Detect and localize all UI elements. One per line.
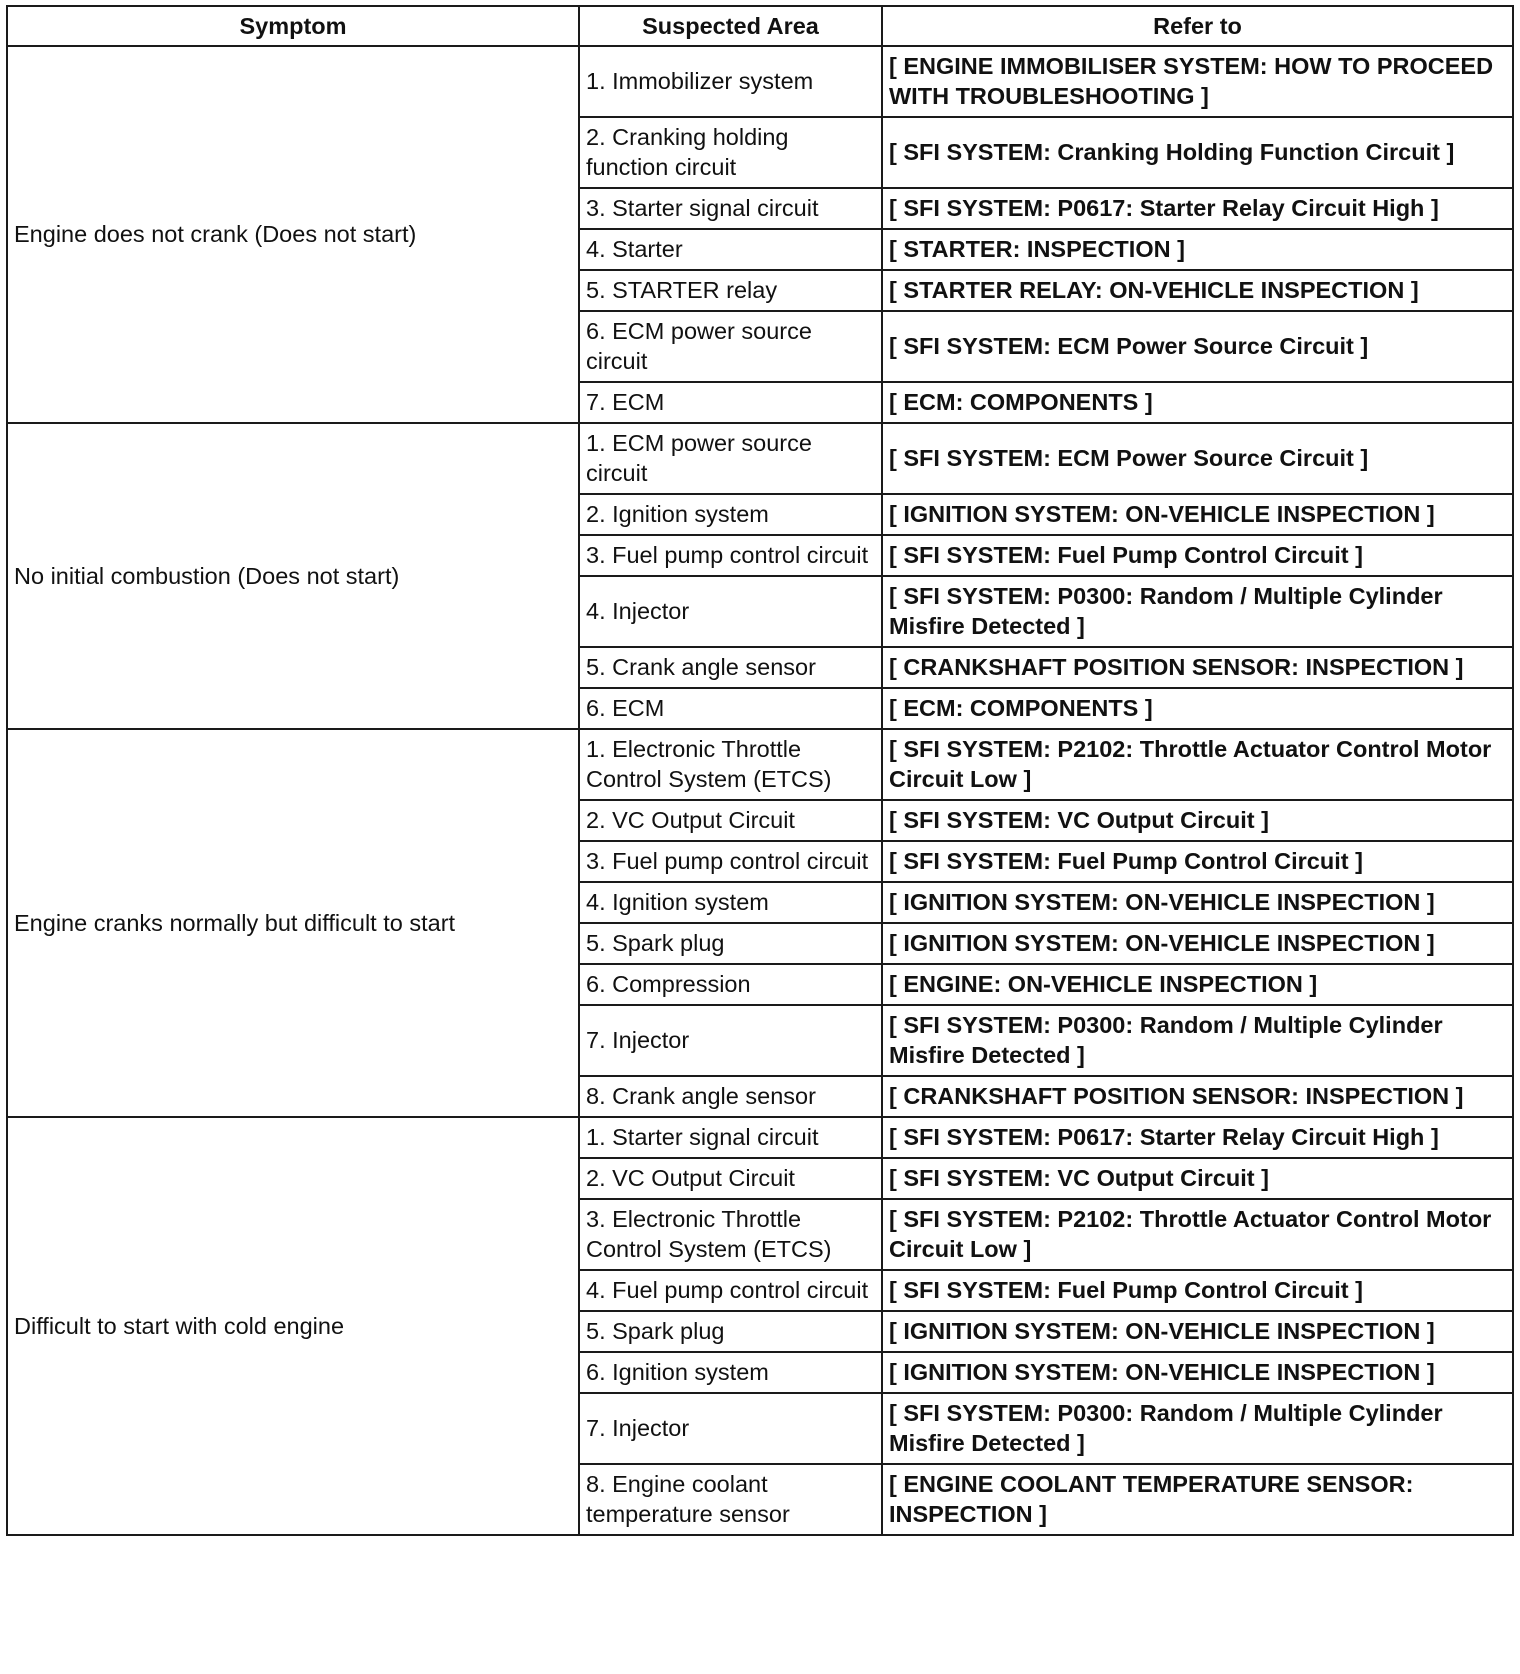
refer-to-link[interactable]: [ IGNITION SYSTEM: ON-VEHICLE INSPECTION ] [882,494,1513,535]
suspected-area-cell: 8. Crank angle sensor [579,1076,882,1117]
symptom-cell: Engine cranks normally but difficult to start [7,729,579,1117]
refer-to-link[interactable]: [ CRANKSHAFT POSITION SENSOR: INSPECTION ] [882,1076,1513,1117]
refer-to-link[interactable]: [ STARTER RELAY: ON-VEHICLE INSPECTION ] [882,270,1513,311]
suspected-area-cell: 4. Ignition system [579,882,882,923]
refer-to-link[interactable]: [ SFI SYSTEM: ECM Power Source Circuit ] [882,423,1513,494]
suspected-area-cell: 2. VC Output Circuit [579,800,882,841]
suspected-area-cell: 1. ECM power source circuit [579,423,882,494]
suspected-area-cell: 3. Starter signal circuit [579,188,882,229]
symptom-cell: Engine does not crank (Does not start) [7,46,579,423]
symptom-cell: Difficult to start with cold engine [7,1117,579,1535]
symptom-cell: No initial combustion (Does not start) [7,423,579,729]
table-row [7,46,1513,117]
suspected-area-cell: 5. Spark plug [579,923,882,964]
suspected-area-cell: 7. Injector [579,1393,882,1464]
suspected-area-cell: 3. Fuel pump control circuit [579,841,882,882]
suspected-area-cell: 6. ECM power source circuit [579,311,882,382]
refer-to-link[interactable]: [ SFI SYSTEM: Fuel Pump Control Circuit ] [882,1270,1513,1311]
suspected-area-cell: 7. Injector [579,1005,882,1076]
header-suspected-area: Suspected Area [579,6,882,46]
suspected-area-cell: 2. Cranking holding function circuit [579,117,882,188]
refer-to-link[interactable]: [ ENGINE: ON-VEHICLE INSPECTION ] [882,964,1513,1005]
refer-to-link[interactable]: [ ECM: COMPONENTS ] [882,688,1513,729]
suspected-area-cell: 6. Ignition system [579,1352,882,1393]
header-refer-to: Refer to [882,6,1513,46]
suspected-area-cell: 2. VC Output Circuit [579,1158,882,1199]
refer-to-link[interactable]: [ SFI SYSTEM: P2102: Throttle Actuator Control Motor Circuit Low ] [882,1199,1513,1270]
header-symptom: Symptom [7,6,579,46]
table-row [7,1117,1513,1158]
refer-to-link[interactable]: [ ECM: COMPONENTS ] [882,382,1513,423]
suspected-area-cell: 8. Engine coolant temperature sensor [579,1464,882,1535]
table-row [7,423,1513,494]
suspected-area-cell: 7. ECM [579,382,882,423]
suspected-area-cell: 4. Injector [579,576,882,647]
refer-to-link[interactable]: [ SFI SYSTEM: Fuel Pump Control Circuit ] [882,535,1513,576]
refer-to-link[interactable]: [ SFI SYSTEM: VC Output Circuit ] [882,1158,1513,1199]
table-body [7,46,1513,1535]
suspected-area-cell: 5. STARTER relay [579,270,882,311]
table-header [7,6,1513,46]
refer-to-link[interactable]: [ ENGINE COOLANT TEMPERATURE SENSOR: INSPECTION ] [882,1464,1513,1535]
suspected-area-cell: 3. Fuel pump control circuit [579,535,882,576]
refer-to-link[interactable]: [ SFI SYSTEM: P0300: Random / Multiple Cylinder Misfire Detected ] [882,576,1513,647]
refer-to-link[interactable]: [ IGNITION SYSTEM: ON-VEHICLE INSPECTION ] [882,882,1513,923]
suspected-area-cell: 1. Starter signal circuit [579,1117,882,1158]
suspected-area-cell: 6. ECM [579,688,882,729]
refer-to-link[interactable]: [ IGNITION SYSTEM: ON-VEHICLE INSPECTION ] [882,1311,1513,1352]
refer-to-link[interactable]: [ IGNITION SYSTEM: ON-VEHICLE INSPECTION ] [882,1352,1513,1393]
refer-to-link[interactable]: [ STARTER: INSPECTION ] [882,229,1513,270]
refer-to-link[interactable]: [ SFI SYSTEM: VC Output Circuit ] [882,800,1513,841]
header-row [7,6,1513,46]
refer-to-link[interactable]: [ SFI SYSTEM: ECM Power Source Circuit ] [882,311,1513,382]
table-row [7,729,1513,800]
refer-to-link[interactable]: [ IGNITION SYSTEM: ON-VEHICLE INSPECTION ] [882,923,1513,964]
refer-to-link[interactable]: [ SFI SYSTEM: Fuel Pump Control Circuit ] [882,841,1513,882]
suspected-area-cell: 4. Fuel pump control circuit [579,1270,882,1311]
troubleshooting-table [6,5,1514,1536]
suspected-area-cell: 2. Ignition system [579,494,882,535]
refer-to-link[interactable]: [ SFI SYSTEM: P0300: Random / Multiple Cylinder Misfire Detected ] [882,1393,1513,1464]
refer-to-link[interactable]: [ SFI SYSTEM: Cranking Holding Function Circuit ] [882,117,1513,188]
suspected-area-cell: 5. Spark plug [579,1311,882,1352]
refer-to-link[interactable]: [ SFI SYSTEM: P0300: Random / Multiple Cylinder Misfire Detected ] [882,1005,1513,1076]
suspected-area-cell: 3. Electronic Throttle Control System (ETCS) [579,1199,882,1270]
suspected-area-cell: 1. Electronic Throttle Control System (ETCS) [579,729,882,800]
refer-to-link[interactable]: [ CRANKSHAFT POSITION SENSOR: INSPECTION ] [882,647,1513,688]
refer-to-link[interactable]: [ SFI SYSTEM: P0617: Starter Relay Circuit High ] [882,1117,1513,1158]
refer-to-link[interactable]: [ SFI SYSTEM: P2102: Throttle Actuator Control Motor Circuit Low ] [882,729,1513,800]
refer-to-link[interactable]: [ ENGINE IMMOBILISER SYSTEM: HOW TO PROCEED WITH TROUBLESHOOTING ] [882,46,1513,117]
suspected-area-cell: 5. Crank angle sensor [579,647,882,688]
suspected-area-cell: 1. Immobilizer system [579,46,882,117]
refer-to-link[interactable]: [ SFI SYSTEM: P0617: Starter Relay Circuit High ] [882,188,1513,229]
suspected-area-cell: 6. Compression [579,964,882,1005]
suspected-area-cell: 4. Starter [579,229,882,270]
